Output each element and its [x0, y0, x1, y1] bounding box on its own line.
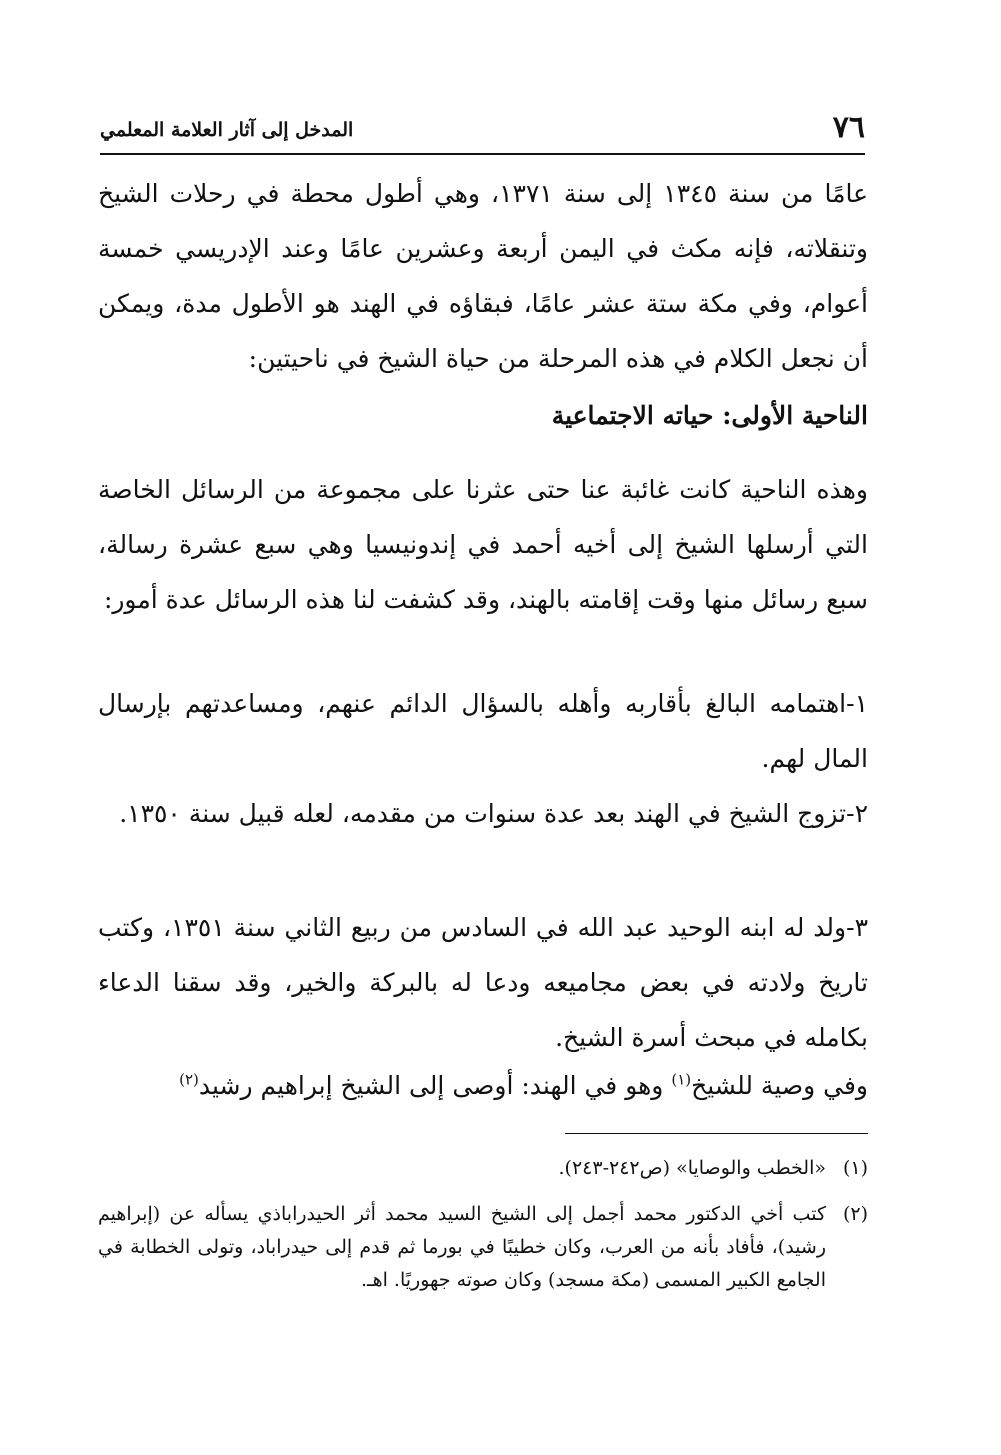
footnote-ref-1: (١) — [671, 1070, 692, 1089]
section-heading: الناحية الأولى: حياته الاجتماعية — [551, 401, 868, 430]
footnote-1 — [98, 1152, 868, 1185]
footnote-ref-2: (٢) — [179, 1070, 199, 1089]
running-header — [100, 108, 865, 152]
list-item-1: ١-اهتمامه البالغ بأقاربه وأهله بالسؤال الدائم عنهم، ومساعدتهم بإرسال المال لهم. — [98, 689, 868, 773]
paragraph-2: وهذه الناحية كانت غائبة عنا حتى عثرنا على مجموعة من الرسائل الخاصة التي أرسلها الشيخ إلى أخيه أحمد في إندونيسيا وهي سبع عشرة رسالة، سبع رسائل منها وقت إقامته بالهند، وقد كشفت لنا هذه الرسائل عدة أمور: — [98, 475, 868, 614]
footnote-text: «الخطب والوصايا» (ص٢٤٢-٢٤٣). — [558, 1157, 826, 1179]
paragraph-3-text-start: وفي وصية للشيخ — [691, 1071, 868, 1100]
footnote-text: كتب أخي الدكتور محمد أجمل إلى الشيخ السيد محمد أثر الحيدراباذي يسأله عن (إبراهيم رشيد)، فأفاد بأنه من العرب، وكان خطيبًا في بورما ثم قدم إلى حيدراباد، وتولى الخطابة في الجامع الكبير المسمى (مكة مسجد) وكان صوته جهوريًا. اهـ. — [98, 1203, 826, 1291]
paragraph-3-text-end: وهو في الهند: أوصى إلى الشيخ إبراهيم رشيد — [198, 1071, 672, 1100]
footnote-number: (١) — [842, 1157, 868, 1179]
list-item-3: ٣-ولد له ابنه الوحيد عبد الله في السادس من ربيع الثاني سنة ١٣٥١، وكتب تاريخ ولادته في بعض مجاميعه ودعا له بالبركة والخير، وقد سقنا الدعاء بكامله في مبحث أسرة الشيخ. — [98, 913, 868, 1052]
footnote-separator — [565, 1133, 868, 1134]
footnote-2 — [98, 1198, 868, 1297]
footnote-number: (٢) — [842, 1203, 868, 1225]
paragraph-3 — [98, 1058, 868, 1113]
header-rule — [100, 153, 865, 155]
page-number: ٧٦ — [832, 110, 865, 145]
paragraph-1: عامًا من سنة ١٣٤٥ إلى سنة ١٣٧١، وهي أطول محطة في رحلات الشيخ وتنقلاته، فإنه مكث في اليمن أربعة وعشرين عامًا وعند الإدريسي خمسة أعوام، وفي مكة ستة عشر عامًا، فبقاؤه في الهند هو الأطول مدة، ويمكن أن نجعل الكلام في هذه المرحلة من حياة الشيخ في ناحيتين: — [98, 179, 868, 373]
running-title: المدخل إلى آثار العلامة المعلمي — [100, 119, 354, 141]
list-item-2: ٢-تزوج الشيخ في الهند بعد عدة سنوات من مقدمه، لعله قبيل سنة ١٣٥٠. — [119, 799, 868, 828]
